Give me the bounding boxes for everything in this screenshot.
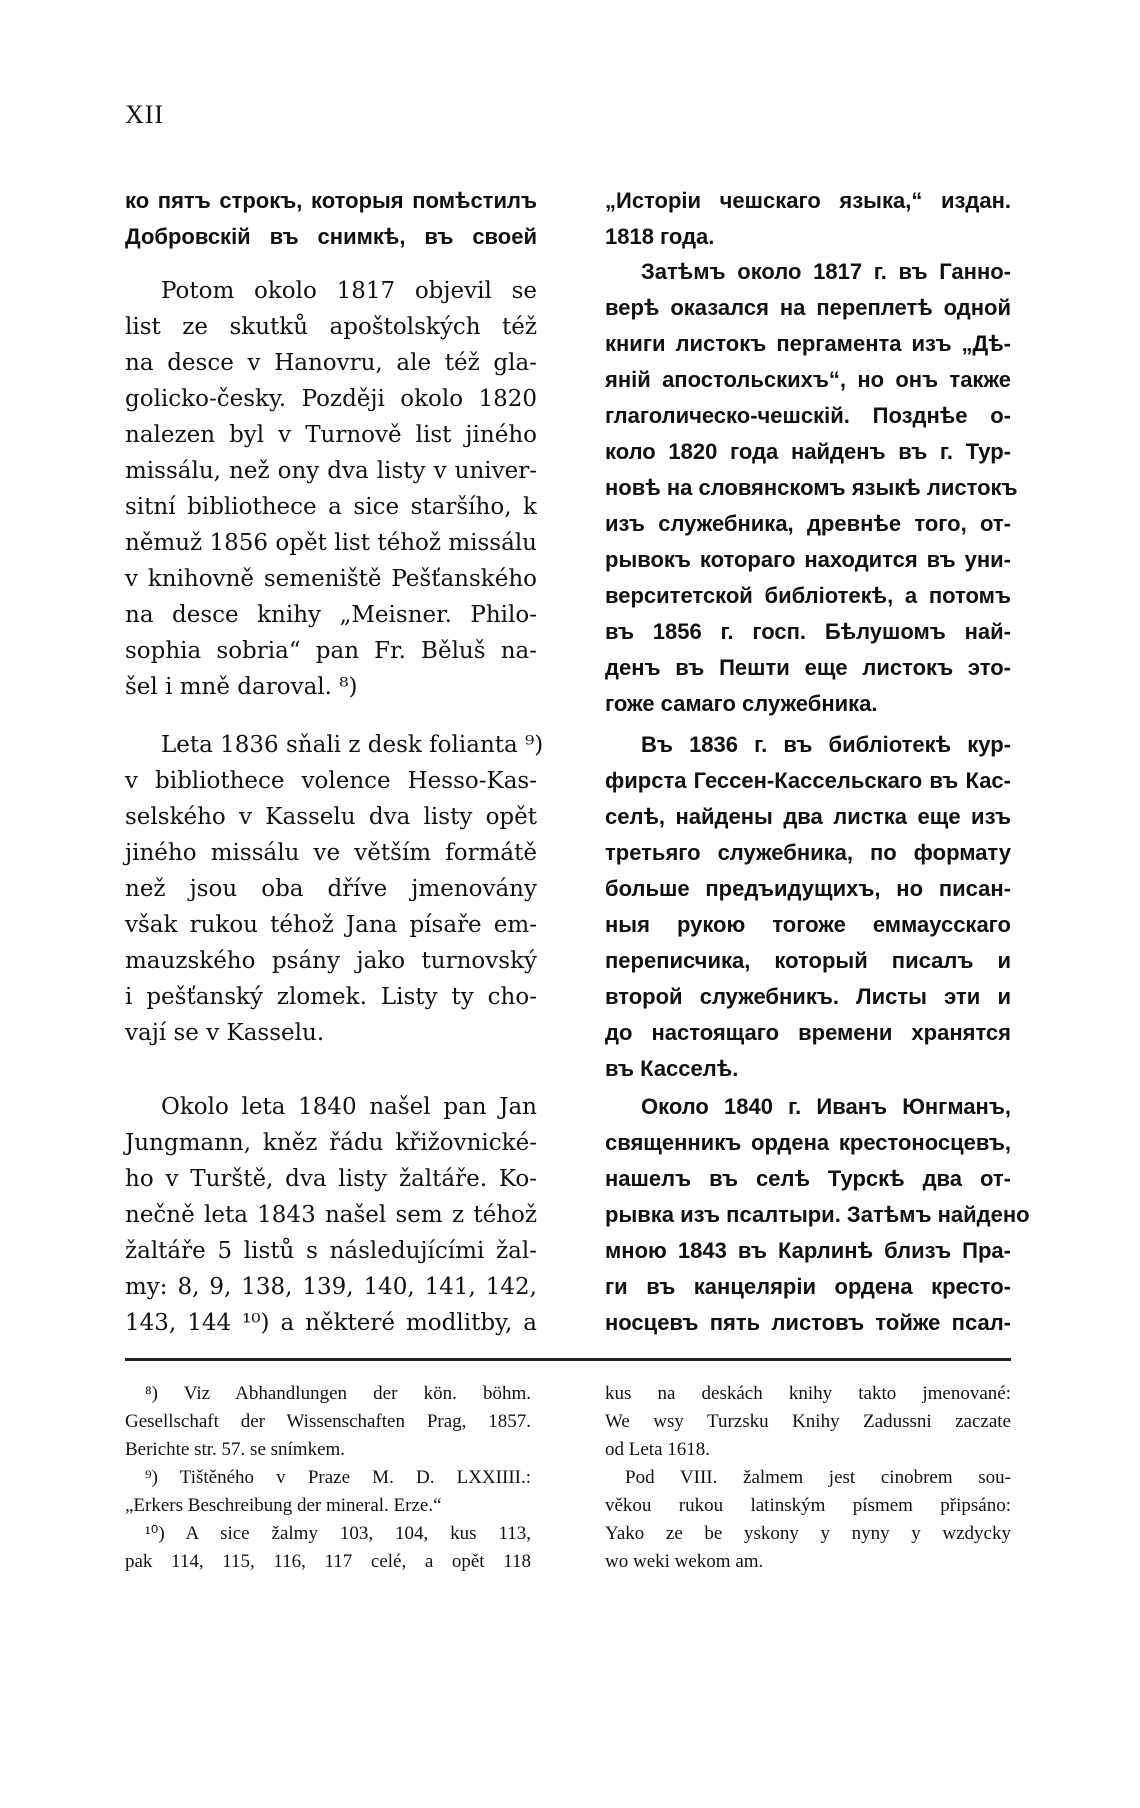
text-line: i pešťanský zlomek. Listy ty cho- <box>125 984 537 1010</box>
paragraph <box>125 183 537 255</box>
text-line: ho v Turště, dva listy žaltáře. Ko- <box>125 1166 537 1192</box>
text-line: Въ 1836 г. въ библіотекѣ кур- <box>641 732 1011 757</box>
text-line: 1818 года. <box>605 224 715 249</box>
text-line: переписчика, который писалъ и <box>605 948 1011 973</box>
text-line: na desce knihy „Meisner. Philo- <box>125 602 537 628</box>
footnote-line: kus na deskách knihy takto jmenované: <box>605 1383 1011 1404</box>
footnotes-left <box>125 1380 531 1576</box>
footnote-line: ⁸) Viz Abhandlungen der kön. böhm. <box>145 1383 531 1404</box>
text-line: 143, 144 ¹⁰) a některé modlitby, a <box>125 1310 537 1336</box>
footnote-line: Gesellschaft der Wissenschaften Prag, 1857. <box>125 1411 531 1432</box>
text-line: golicko-česky. Později okolo 1820 <box>125 386 537 412</box>
text-line: než jsou oba dříve jmenovány <box>125 876 537 902</box>
paragraph <box>605 1089 1030 1341</box>
footnote-line: ⁹) Tištěného v Praze M. D. LXXIIII.: <box>145 1467 531 1488</box>
text-line: Около 1840 г. Иванъ Юнгманъ, <box>641 1094 1011 1119</box>
text-line: нашелъ въ селѣ Турскѣ два от- <box>605 1166 1011 1191</box>
text-line: „Исторіи чешскаго языка,“ издан. <box>605 188 1011 213</box>
paragraph <box>125 273 537 705</box>
text-line: Potom okolo 1817 objevil se <box>161 278 537 304</box>
text-line: nečně leta 1843 našel sem z téhož <box>125 1202 537 1228</box>
text-line: list ze skutků apoštolských též <box>125 314 537 340</box>
footnote-line: Yako ze be yskony y nyny y wzdycky <box>605 1523 1011 1544</box>
text-line: Leta 1836 sňali z desk folianta ⁹) <box>161 732 544 758</box>
text-line: vají se v Kasselu. <box>125 1020 325 1046</box>
footnote-line: pak 114, 115, 116, 117 celé, a opět 118 <box>125 1551 531 1572</box>
text-line: v knihovně semeniště Pešťanského <box>125 566 537 592</box>
text-line: žaltáře 5 listů s následujícími žal- <box>125 1238 537 1264</box>
text-line: верситетской библіотекѣ, а потомъ <box>605 583 1011 608</box>
text-line: Okolo leta 1840 našel pan Jan <box>161 1094 537 1120</box>
page-number: XII <box>125 100 165 129</box>
text-line: гоже самаго служебника. <box>605 691 878 716</box>
text-line: въ Касселѣ. <box>605 1056 739 1081</box>
text-line: рывокъ котораго находится въ уни- <box>605 547 1011 572</box>
text-line: больше предъидущихъ, но писан- <box>605 876 1011 901</box>
footnote-line: wo weki wekom am. <box>605 1551 764 1572</box>
text-line: jiného missálu ve větším formátě <box>125 840 537 866</box>
text-line: Добровскій въ снимкѣ, въ своей <box>125 224 537 249</box>
footnote-line: Berichte str. 57. se snímkem. <box>125 1439 346 1460</box>
text-line: въ 1856 г. госп. Бѣлушомъ най- <box>605 619 1011 644</box>
footnote-line: od Leta 1618. <box>605 1439 711 1460</box>
footnote-divider <box>125 1358 1011 1361</box>
text-line: ныя рукою тогоже еммаусскаго <box>605 912 1011 937</box>
text-line: изъ служебника, древнѣе того, от- <box>605 511 1011 536</box>
paragraph <box>605 727 1011 1087</box>
footnote <box>125 1380 531 1464</box>
text-line: selského v Kasselu dva listy opět <box>125 804 537 830</box>
text-line: селѣ, найдены два листка еще изъ <box>605 804 1011 829</box>
text-line: денъ въ Пешти еще листокъ это- <box>605 655 1011 680</box>
text-line: коло 1820 года найденъ въ г. Тур- <box>605 439 1011 464</box>
text-line: рывка изъ псалтыри. Затѣмъ найдено <box>605 1202 1030 1227</box>
text-line: Затѣмъ около 1817 г. въ Ганно- <box>641 259 1011 284</box>
text-line: missálu, než ony dva listy v univer- <box>125 458 537 484</box>
text-line: šel i mně daroval. ⁸) <box>125 674 358 700</box>
paragraph <box>605 254 1018 722</box>
text-line: носцевъ пять листовъ тойже псал- <box>605 1310 1011 1335</box>
text-line: nalezen byl v Turnově list jiného <box>125 422 537 448</box>
text-line: фирста Гессен-Кассельскаго въ Кас- <box>605 768 1011 793</box>
text-line: němuž 1856 opět list téhož missálu <box>125 530 537 556</box>
text-line: mauzského psány jako turnovský <box>125 948 537 974</box>
text-line: до настоящаго времени хранятся <box>605 1020 1011 1045</box>
text-line: глаголическо-чешскій. Позднѣе о- <box>605 403 1011 428</box>
footnote-line: věkou rukou latinským písmem připsáno: <box>605 1495 1011 1516</box>
text-line: však rukou téhož Jana písaře em- <box>125 912 537 938</box>
footnote-line: We wsy Turzsku Knihy Zadussni zaczate <box>605 1411 1011 1432</box>
footnote <box>605 1380 1011 1464</box>
text-line: sitní bibliothece a sice staršího, k <box>125 494 537 520</box>
text-line: второй служебникъ. Листы эти и <box>605 984 1011 1009</box>
text-line: священникъ ордена крестоносцевъ, <box>605 1130 1011 1155</box>
footnote <box>125 1464 531 1520</box>
paragraph <box>605 183 1011 255</box>
text-line: яній апостольскихъ“, но онъ также <box>605 367 1011 392</box>
footnote <box>605 1464 1011 1576</box>
footnotes-right <box>605 1380 1011 1576</box>
footnote <box>125 1520 531 1576</box>
text-line: ко пятъ строкъ, которыя помѣстилъ <box>125 188 537 213</box>
paragraph <box>125 727 544 1051</box>
paragraph <box>125 1089 537 1341</box>
footnote-line: ¹⁰) A sice žalmy 103, 104, kus 113, <box>145 1523 531 1544</box>
text-line: мною 1843 въ Карлинѣ близъ Пра- <box>605 1238 1011 1263</box>
text-line: v bibliothece volence Hesso-Kas- <box>125 768 537 794</box>
text-line: третьяго служебника, по формату <box>605 840 1011 865</box>
text-line: ги въ канцеляріи ордена кресто- <box>605 1274 1011 1299</box>
text-line: верѣ оказался на переплетѣ одной <box>605 295 1011 320</box>
footnote-line: „Erkers Beschreibung der mineral. Erze.“ <box>125 1495 442 1516</box>
text-line: na desce v Hanovru, ale též gla- <box>125 350 537 376</box>
text-line: Jungmann, kněz řádu křižovnické- <box>125 1130 537 1156</box>
text-line: my: 8, 9, 138, 139, 140, 141, 142, <box>125 1274 537 1300</box>
text-line: sophia sobria“ pan Fr. Běluš na- <box>125 638 537 664</box>
footnote-line: Pod VIII. žalmem jest cinobrem sou- <box>625 1467 1011 1488</box>
text-line: новѣ на словянскомъ языкѣ листокъ <box>605 475 1018 500</box>
text-line: книги листокъ пергамента изъ „Дѣ- <box>605 331 1011 356</box>
